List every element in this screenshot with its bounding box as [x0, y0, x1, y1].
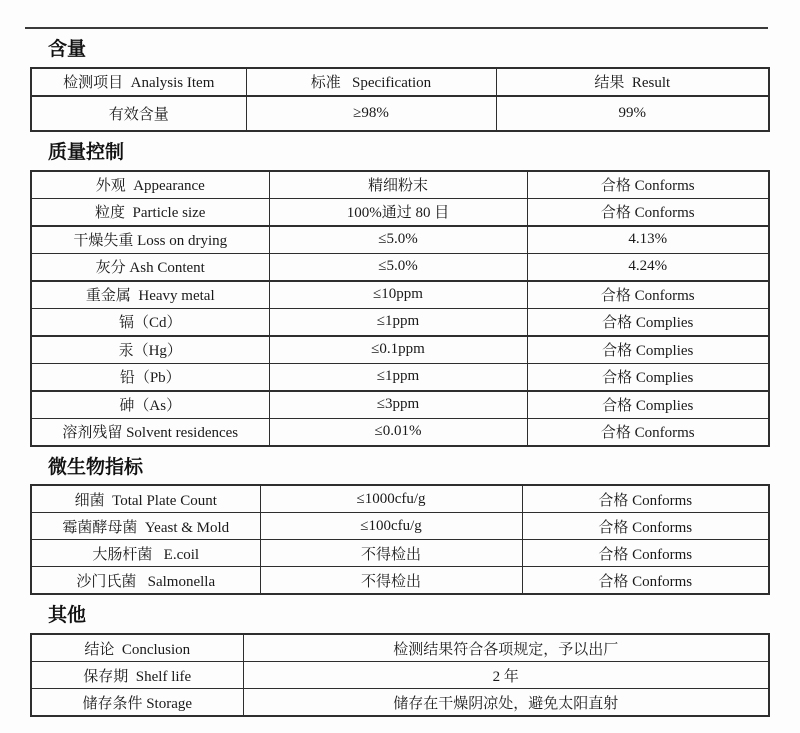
table-cell: 霉菌酵母菌 Yeast & Mold — [31, 513, 260, 540]
table-cell: 不得检出 — [260, 540, 522, 567]
table-cell: 铅（Pb） — [31, 363, 269, 391]
section-heading-quality-control: 质量控制 — [48, 141, 125, 163]
table-cell: 合格 Complies — [527, 308, 769, 336]
table-row — [31, 281, 769, 309]
table-row — [31, 198, 769, 226]
table-cell: ≤3ppm — [269, 391, 527, 419]
table-cell: 99% — [496, 96, 769, 131]
table-cell: 溶剂残留 Solvent residences — [31, 418, 269, 446]
table-cell: 合格 Conforms — [522, 540, 769, 567]
table-row — [31, 485, 769, 513]
table-cell: 汞（Hg） — [31, 336, 269, 364]
section-heading-content: 含量 — [48, 39, 87, 60]
table-cell: ≤100cfu/g — [260, 513, 522, 540]
table-row — [31, 336, 769, 364]
table-cell: 合格 Conforms — [527, 418, 769, 446]
table-cell: 储存在干燥阴凉处，避免太阳直射 — [243, 689, 769, 717]
table-cell: ≤0.1ppm — [269, 336, 527, 364]
section-heading-other: 其他 — [48, 605, 87, 627]
table-cell: 合格 Conforms — [527, 171, 769, 199]
table-cell: 储存条件 Storage — [31, 689, 243, 717]
table-row — [31, 540, 769, 567]
table-cell: 不得检出 — [260, 567, 522, 595]
table-header-row — [31, 68, 769, 96]
table-cell: 检测结果符合各项规定，予以出厂 — [243, 634, 769, 662]
table-header-cell: 标准 Specification — [246, 68, 496, 96]
table-row — [31, 226, 769, 254]
table-cell: 合格 Conforms — [527, 198, 769, 226]
table-cell: 100%通过 80 目 — [269, 198, 527, 226]
table-cell: ≤1ppm — [269, 308, 527, 336]
table-cell: 重金属 Heavy metal — [31, 281, 269, 309]
table-cell: 大肠杆菌 E.coil — [31, 540, 260, 567]
table-cell: ≥98% — [246, 96, 496, 131]
table-header-cell: 结果 Result — [496, 68, 769, 96]
table-cell: 合格 Complies — [527, 391, 769, 419]
table-cell: ≤5.0% — [269, 253, 527, 281]
table-row — [31, 308, 769, 336]
table-cell: 保存期 Shelf life — [31, 662, 243, 689]
table-cell: 外观 Appearance — [31, 171, 269, 199]
table-cell: ≤10ppm — [269, 281, 527, 309]
table-cell: 合格 Complies — [527, 336, 769, 364]
section-heading-microbiological: 微生物指标 — [48, 456, 144, 478]
content-table — [30, 67, 770, 132]
table-header-cell: 检测项目 Analysis Item — [31, 68, 246, 96]
table-cell: 砷（As） — [31, 391, 269, 419]
table-row — [31, 567, 769, 595]
top-divider — [25, 27, 768, 29]
table-cell: 沙门氏菌 Salmonella — [31, 567, 260, 595]
table-cell: ≤5.0% — [269, 226, 527, 254]
table-cell: 合格 Complies — [527, 363, 769, 391]
quality-control-table — [30, 170, 770, 447]
table-cell: 细菌 Total Plate Count — [31, 485, 260, 513]
table-cell: 合格 Conforms — [522, 485, 769, 513]
table-cell: 灰分 Ash Content — [31, 253, 269, 281]
table-row — [31, 253, 769, 281]
table-row — [31, 513, 769, 540]
table-row — [31, 96, 769, 131]
table-row — [31, 363, 769, 391]
table-row — [31, 689, 769, 717]
table-row — [31, 171, 769, 199]
table-cell: 合格 Conforms — [527, 281, 769, 309]
table-cell: 2 年 — [243, 662, 769, 689]
table-cell: 有效含量 — [31, 96, 246, 131]
table-cell: ≤1000cfu/g — [260, 485, 522, 513]
table-cell: 镉（Cd） — [31, 308, 269, 336]
table-cell: 精细粉末 — [269, 171, 527, 199]
table-cell: 粒度 Particle size — [31, 198, 269, 226]
table-cell: 4.13% — [527, 226, 769, 254]
table-row — [31, 634, 769, 662]
table-cell: ≤1ppm — [269, 363, 527, 391]
microbiological-table — [30, 484, 770, 595]
table-row — [31, 418, 769, 446]
other-table — [30, 633, 770, 717]
table-cell: ≤0.01% — [269, 418, 527, 446]
table-row — [31, 662, 769, 689]
table-cell: 合格 Conforms — [522, 567, 769, 595]
table-row — [31, 391, 769, 419]
table-cell: 合格 Conforms — [522, 513, 769, 540]
table-cell: 干燥失重 Loss on drying — [31, 226, 269, 254]
table-cell: 4.24% — [527, 253, 769, 281]
table-cell: 结论 Conclusion — [31, 634, 243, 662]
